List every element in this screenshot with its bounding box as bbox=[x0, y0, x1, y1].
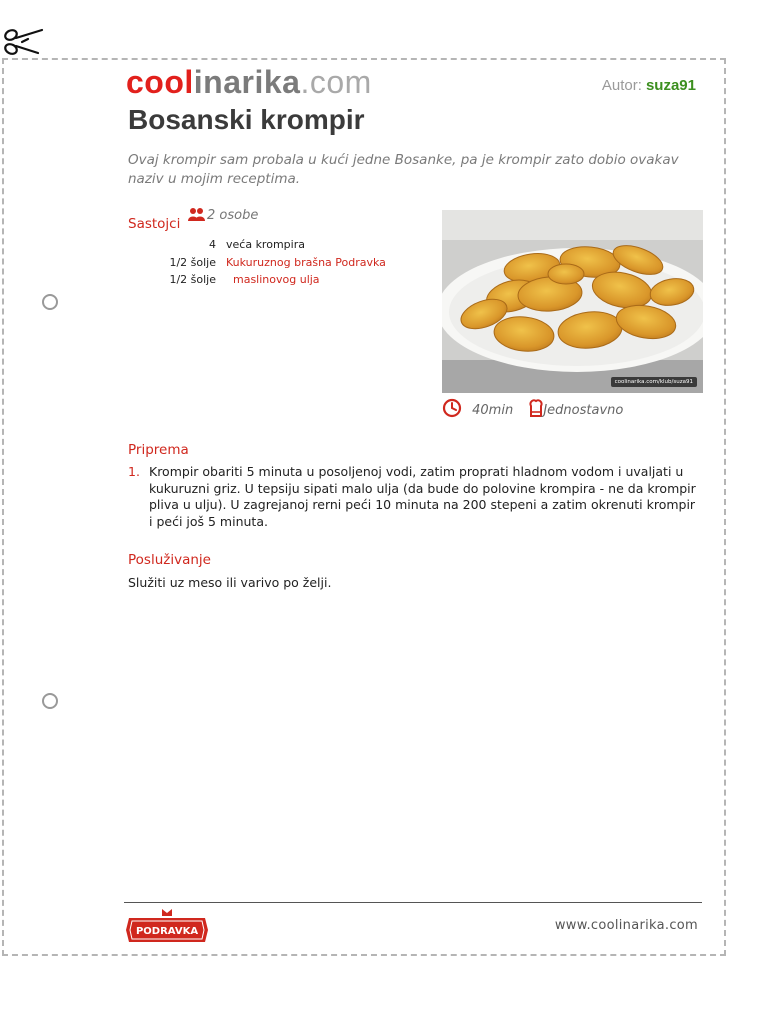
prep-time: 40min bbox=[472, 403, 514, 418]
coolinarika-logo[interactable] bbox=[126, 64, 372, 101]
footer-url[interactable]: www.coolinarika.com bbox=[554, 918, 698, 933]
ingredient-row bbox=[128, 256, 428, 272]
footer-divider bbox=[124, 902, 702, 903]
podravka-logo-text: PODRAVKA bbox=[135, 926, 199, 937]
people-icon bbox=[188, 207, 206, 221]
step-number: 1. bbox=[128, 464, 140, 479]
serving-text: Služiti uz meso ili varivo po želji. bbox=[128, 575, 332, 590]
podravka-logo[interactable] bbox=[126, 907, 208, 943]
photo-credit: coolinarika.com/klub/suza91 bbox=[611, 377, 697, 387]
ingredient-qty: 1/2 šolje bbox=[169, 273, 216, 286]
recipe-photo bbox=[442, 210, 703, 393]
logo-part-cool: cool bbox=[126, 64, 194, 100]
author-name[interactable]: suza91 bbox=[645, 77, 696, 94]
serving-heading: Posluživanje bbox=[128, 552, 211, 568]
logo-part-com: .com bbox=[300, 64, 372, 100]
servings bbox=[188, 207, 258, 223]
ingredients-heading: Sastojci bbox=[128, 216, 181, 232]
clock-icon bbox=[442, 398, 462, 418]
difficulty: Jednostavno bbox=[543, 403, 624, 418]
punch-hole-bottom bbox=[42, 693, 58, 709]
ingredient-qty: 1/2 šolje bbox=[169, 256, 216, 269]
author-line bbox=[602, 77, 696, 94]
ingredient-name: veća krompira bbox=[226, 238, 305, 251]
ingredient-qty: 4 bbox=[209, 238, 216, 251]
recipe-meta bbox=[442, 398, 623, 418]
servings-text: 2 osobe bbox=[207, 208, 259, 223]
logo-part-inarika: inarika bbox=[193, 64, 301, 100]
chef-hat-icon bbox=[529, 398, 543, 418]
step-text: Krompir obariti 5 minuta u posoljenoj vodi, zatim proprati hladnom vodom i uvaljati u kukuruzni griz. U tepsiju sipati malo ulja (da bude do polovine krompira - ne da krompir pliva u ulju). U zagrejanoj rerni peći 10 minuta na 200 stepeni a zatim okrenuti krompir i peći još 5 minuta. bbox=[149, 464, 696, 529]
preparation-step bbox=[128, 464, 698, 530]
ingredient-row bbox=[128, 238, 428, 254]
scissors-icon bbox=[2, 26, 44, 58]
ingredient-link[interactable]: maslinovog ulja bbox=[233, 273, 320, 286]
ingredient-row bbox=[128, 273, 428, 289]
punch-hole-top bbox=[42, 294, 58, 310]
ingredient-link[interactable]: Kukuruznog brašna Podravka bbox=[226, 256, 386, 269]
recipe-intro: Ovaj krompir sam probala u kući jedne Bosanke, pa je krompir zato dobio ovakav naziv u mojim receptima. bbox=[128, 152, 679, 187]
fried-potatoes-image bbox=[442, 210, 703, 393]
preparation-heading: Priprema bbox=[128, 442, 189, 458]
recipe-title: Bosanski krompir bbox=[128, 104, 365, 135]
author-label: Autor: bbox=[601, 77, 642, 94]
